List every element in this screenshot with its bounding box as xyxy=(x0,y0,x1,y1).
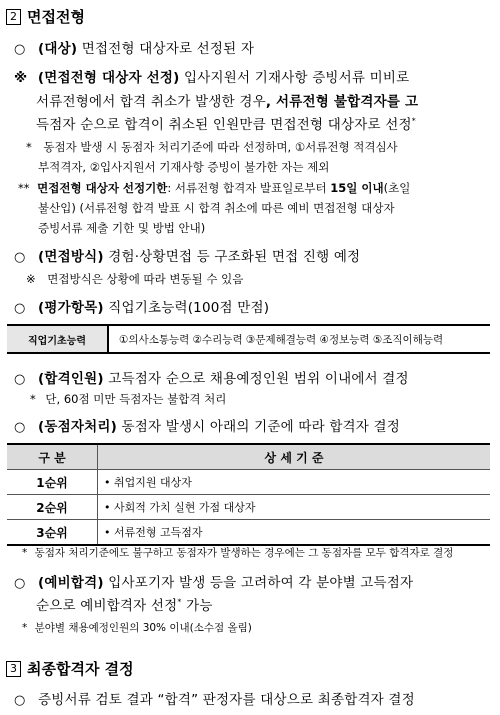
item-selection-line2 xyxy=(36,90,418,110)
item-eval-label: (평가항목) xyxy=(38,300,104,316)
note-tie-line1 xyxy=(26,139,398,155)
item-selection-text-3: 득점자 순으로 합격이 취소된 인원만큼 면접전형 대상자로 선정 xyxy=(36,117,412,133)
section-3-number: 3 xyxy=(6,661,21,677)
item-tie-label: (동점자처리) xyxy=(38,419,117,435)
note-pass xyxy=(30,391,226,407)
item-method xyxy=(14,245,360,265)
note-deadline-text-1a: : 서류전형 합격자 발표일로부터 xyxy=(167,181,331,195)
tie-table-head-rank: 구 분 xyxy=(7,444,98,470)
note-tie-text-1: 동점자 발생 시 동점자 처리기준에 따라 선정하며, ①서류전형 적격심사 xyxy=(43,140,398,154)
item-method-text: 경험·상황면접 등 구조화된 면접 진행 예정 xyxy=(103,249,361,265)
note-reserve-text: 분야별 채용예정인원의 30% 이내(소수점 올림) xyxy=(34,622,252,634)
item-target-text: 면접전형 대상자로 선정된 자 xyxy=(77,41,255,57)
tie-rank-cell: 1순위 xyxy=(7,470,98,495)
table-row xyxy=(7,325,490,353)
item-pass xyxy=(14,367,409,387)
eval-table xyxy=(7,324,490,354)
note-tie-all xyxy=(22,545,453,560)
bullet-circle: ○ xyxy=(14,250,26,265)
eval-table-label: 직업기초능력 xyxy=(7,325,108,353)
note-mark-double: ** xyxy=(18,181,30,195)
item-final-text: 증빙서류 검토 결과 “합격” 판정자를 대상으로 최종합격자 결정 xyxy=(38,692,415,708)
item-selection-text-2b: , 서류전형 불합격자를 고 xyxy=(265,94,419,110)
section-2-title: 면접전형 xyxy=(27,8,85,26)
section-3-heading xyxy=(6,658,134,679)
item-tie xyxy=(14,415,400,435)
section-2-number: 2 xyxy=(6,9,21,25)
note-mark: * xyxy=(26,140,32,154)
item-method-label: (면접방식) xyxy=(38,249,104,265)
note-deadline-text-1b: 15일 이내 xyxy=(330,181,384,195)
item-selection-line3 xyxy=(36,113,416,133)
table-header-row xyxy=(7,444,490,470)
reference-mark: ※ xyxy=(26,272,36,286)
bullet-circle: ○ xyxy=(14,301,26,316)
item-final xyxy=(14,688,415,708)
bullet-circle: ○ xyxy=(14,42,26,57)
item-reserve-text-2: 순으로 예비합격자 선정 xyxy=(36,598,178,614)
table-row xyxy=(7,470,490,495)
item-tie-text: 동점자 발생시 아래의 기준에 따라 합격자 결정 xyxy=(117,419,401,435)
tie-rank-cell: 3순위 xyxy=(7,520,98,546)
note-reserve xyxy=(22,620,252,635)
section-2-heading xyxy=(6,6,85,27)
note-pass-text: 단, 60점 미만 득점자는 불합격 처리 xyxy=(45,392,227,406)
bullet-circle: ○ xyxy=(14,372,26,387)
note-method xyxy=(26,271,243,287)
item-selection-text-2a: 서류전형에서 합격 취소가 발생한 경우 xyxy=(36,94,266,110)
tie-table xyxy=(7,443,490,546)
item-pass-label: (합격인원) xyxy=(38,371,104,387)
note-tie-line2: 부적격자, ②입사지원서 기재사항 증빙이 불가한 자는 제외 xyxy=(38,160,330,174)
table-row xyxy=(7,495,490,520)
note-deadline-line3: 증빙서류 제출 기한 및 방법 안내) xyxy=(38,221,206,235)
item-selection-line1 xyxy=(14,66,409,86)
note-mark: * xyxy=(22,547,28,559)
item-target-label: (대상) xyxy=(38,41,78,57)
tie-table-head-criteria: 상 세 기 준 xyxy=(98,444,491,470)
note-method-text: 면접방식은 상황에 따라 변동될 수 있음 xyxy=(47,272,244,286)
note-deadline-line2: 불산입) (서류전형 합격 발표 시 합격 취소에 따른 예비 면접전형 대상자 xyxy=(38,201,395,215)
item-eval xyxy=(14,296,269,316)
item-reserve-label: (예비합격) xyxy=(38,575,104,591)
footnote-mark: * xyxy=(411,116,416,126)
tie-criteria-cell: • 사회적 가치 실현 가점 대상자 xyxy=(98,495,491,520)
item-reserve-text-2b: 가능 xyxy=(181,598,213,614)
note-deadline-label: 면접전형 대상자 선정기한 xyxy=(37,181,168,195)
tie-criteria-cell: • 서류전형 고득점자 xyxy=(98,520,491,546)
note-mark: * xyxy=(22,622,28,634)
note-deadline-text-1c: (초일 xyxy=(383,181,411,195)
footnote-mark: * xyxy=(177,597,182,607)
bullet-circle: ○ xyxy=(14,576,26,591)
bullet-circle: ○ xyxy=(14,693,26,708)
bullet-circle: ○ xyxy=(14,420,26,435)
note-tie-all-text: 동점자 처리기준에도 불구하고 동점자가 발생하는 경우에는 그 동점자를 모두 합격자로 결정 xyxy=(34,547,454,559)
item-reserve-text-1: 입사포기자 발생 등을 고려하여 각 분야별 고득점자 xyxy=(103,575,414,591)
item-selection-text-1: 입사지원서 기재사항 증빙서류 미비로 xyxy=(179,70,410,86)
item-reserve-line1 xyxy=(14,571,413,591)
table-row xyxy=(7,520,490,546)
eval-table-value: ①의사소통능력 ②수리능력 ③문제해결능력 ④정보능력 ⑤조직이해능력 xyxy=(119,333,444,346)
tie-criteria-cell: • 취업지원 대상자 xyxy=(98,470,491,495)
item-eval-text: 직업기초능력(100점 만점) xyxy=(103,300,270,316)
item-pass-text: 고득점자 순으로 채용예정인원 범위 이내에서 결정 xyxy=(103,371,409,387)
item-target xyxy=(14,37,254,57)
note-mark: * xyxy=(30,392,36,406)
section-3-title: 최종합격자 결정 xyxy=(27,660,134,678)
tie-rank-cell: 2순위 xyxy=(7,495,98,520)
note-deadline-line1 xyxy=(18,180,410,196)
item-selection-label: (면접전형 대상자 선정) xyxy=(37,70,180,86)
reference-mark: ※ xyxy=(14,70,28,86)
item-reserve-line2 xyxy=(36,594,213,614)
